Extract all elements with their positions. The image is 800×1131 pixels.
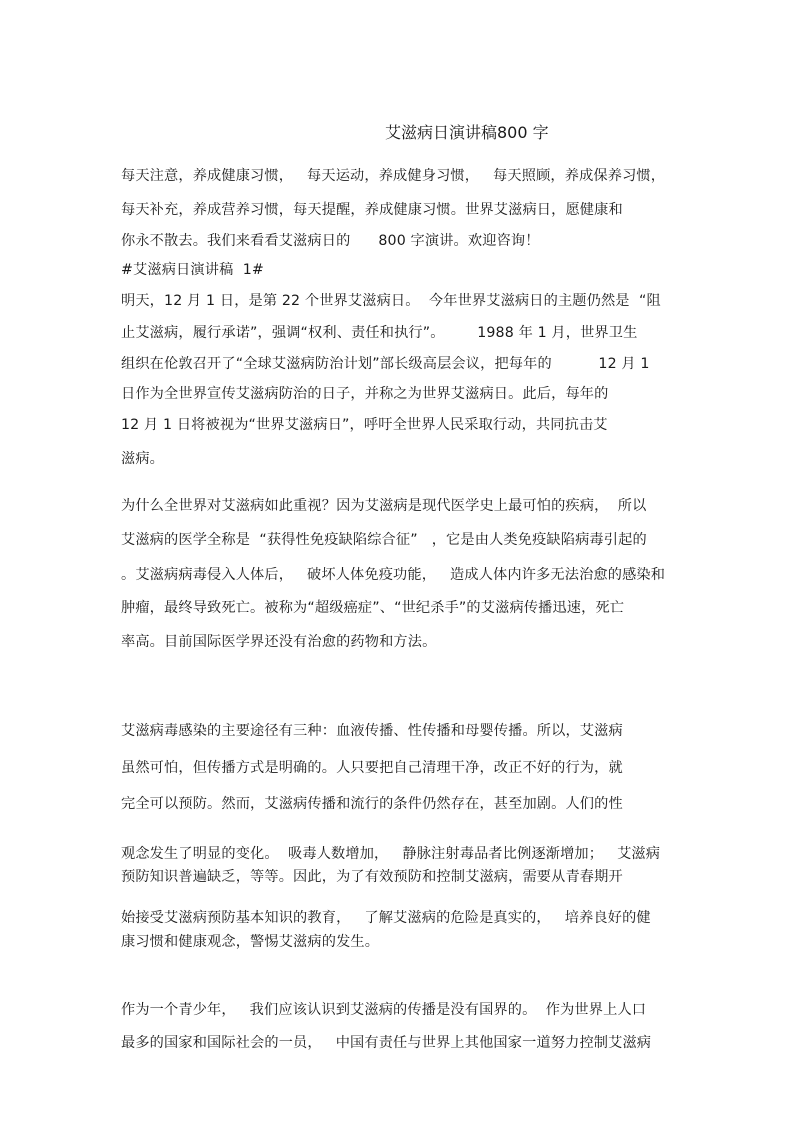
body-line: 艾滋病的医学全称是 “获得性免疫缺陷综合征” ，它是由人类免疫缺陷病毒引起的 (121, 532, 647, 548)
body-line: 为什么全世界对艾滋病如此重视？因为艾滋病是现代医学史上最可怕的疾病， 所以 (121, 498, 647, 514)
body-line: 你永不散去。我们来看看艾滋病日的 800 字演讲。欢迎咨询！ (121, 233, 540, 249)
body-line: 肿瘤，最终导致死亡。被称为“超级癌症”、“世纪杀手”的艾滋病传播迅速，死亡 (121, 600, 625, 616)
body-line: 艾滋病毒感染的主要途径有三种：血液传播、性传播和母婴传播。所以，艾滋病 (121, 723, 623, 739)
body-line: 始接受艾滋病预防基本知识的教育， 了解艾滋病的危险是真实的， 培养良好的健 (121, 910, 651, 926)
body-line: 最多的国家和国际社会的一员， 中国有责任与世界上其他国家一道努力控制艾滋病 (121, 1035, 652, 1051)
body-line: 预防知识普遍缺乏，等等。因此，为了有效预防和控制艾滋病，需要从青春期开 (121, 869, 623, 885)
body-line: 滋病。 (121, 451, 165, 467)
body-line: 虽然可怕，但传播方式是明确的。人只要把自己清理干净，改正不好的行为，就 (121, 760, 623, 776)
body-line: #艾滋病日演讲稿 1# (121, 262, 264, 278)
body-line: 观念发生了明显的变化。 吸毒人数增加， 静脉注射毒品者比例逐渐增加； 艾滋病 (121, 846, 661, 862)
body-line: 组织在伦敦召开了“全球艾滋病防治计划”部长级高层会议，把每年的 12 月 1 (121, 356, 650, 372)
body-line: 日作为全世界宣传艾滋病防治的日子，并称之为世界艾滋病日。此后，每年的 (121, 386, 609, 402)
body-line: 完全可以预防。然而，艾滋病传播和流行的条件仍然存在，甚至加剧。人们的性 (121, 796, 623, 812)
body-line: 止艾滋病，履行承诺”，强调“权利、责任和执行”。 1988 年 1 月，世界卫生 (121, 325, 638, 341)
body-line: 康习惯和健康观念，警惕艾滋病的发生。 (121, 934, 380, 950)
document-title: 艾滋病日演讲稿800 字 (385, 123, 549, 142)
body-line: 12 月 1 日将被视为“世界艾滋病日”，呼吁全世界人民采取行动，共同抗击艾 (121, 417, 608, 433)
body-line: 每天补充，养成营养习惯，每天提醒，养成健康习惯。世界艾滋病日，愿健康和 (121, 202, 623, 218)
body-line: 作为一个青少年， 我们应该认识到艾滋病的传播是没有国界的。 作为世界上人口 (121, 1002, 647, 1018)
body-line: 明天，12 月 1 日，是第 22 个世界艾滋病日。 今年世界艾滋病日的主题仍然是 “阻 (121, 293, 661, 309)
body-line: 。艾滋病病毒侵入人体后， 破坏人体免疫功能， 造成人体内许多无法治愈的感染和 (121, 567, 666, 583)
body-line: 率高。目前国际医学界还没有治愈的药物和方法。 (121, 634, 437, 650)
body-line: 每天注意，养成健康习惯， 每天运动，养成健身习惯， 每天照顾，养成保养习惯， (121, 168, 666, 184)
